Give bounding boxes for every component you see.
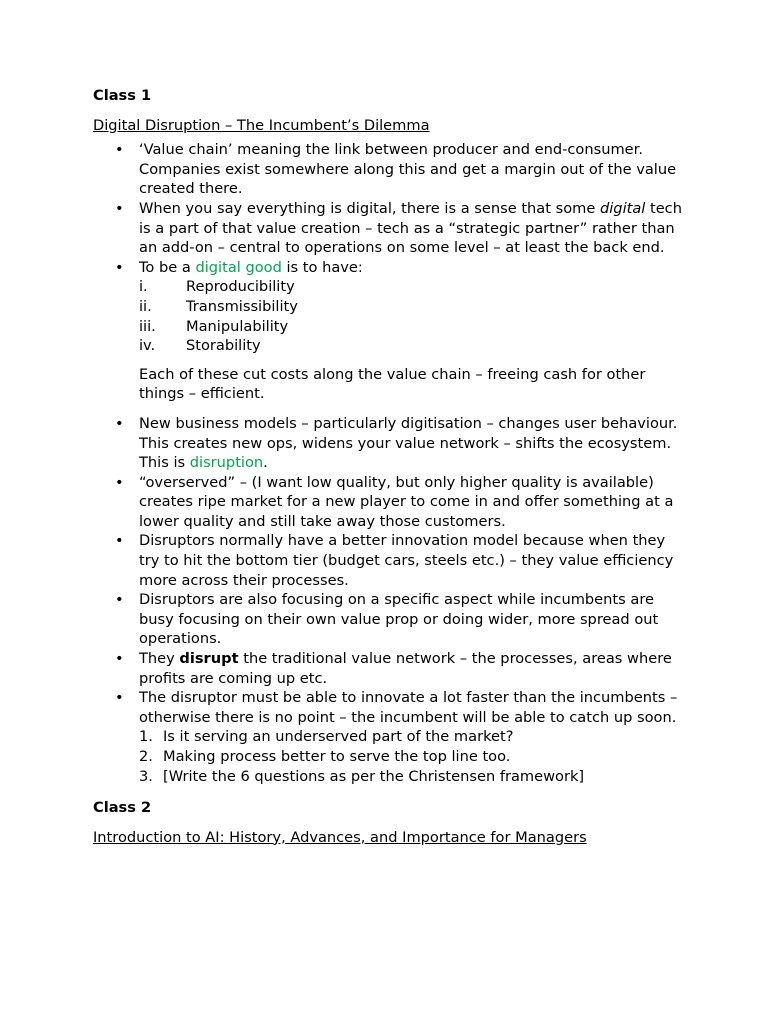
bullet-icon: •	[115, 650, 124, 668]
number-marker: 3.	[139, 767, 153, 785]
bullet-followup-paragraph: Each of these cut costs along the value chain – freeing cash for other things – efficient.	[139, 365, 646, 403]
list-item	[93, 414, 683, 473]
list-item	[93, 688, 683, 786]
roman-text: Reproducibility	[186, 278, 295, 296]
list-item	[93, 473, 683, 532]
numbered-list	[139, 727, 683, 786]
bullet-text-post: tech is a part of that value creation – tech as a “strategic partner” rather than an add-on – central to operations on some level – at least the back end.	[139, 199, 682, 257]
class2-subheading: Introduction to AI: History, Advances, and Importance for Managers	[93, 828, 587, 846]
bullet-text-pre: They	[139, 650, 180, 668]
bullet-icon: •	[115, 591, 124, 609]
numbered-list-item	[139, 727, 683, 747]
numbered-list-item	[139, 747, 683, 767]
bullet-text-post: the traditional value network – the processes, areas where profits are coming up etc.	[139, 650, 672, 687]
bullet-text: Disruptors are also focusing on a specific aspect while incumbents are busy focusing on their own value prop or doing wider, more spread out operations.	[139, 591, 659, 648]
list-item	[93, 258, 683, 404]
bullet-text: Disruptors normally have a better innovation model because when they try to hit the bottom tier (budget cars, steels etc.) – they value efficiency more across their processes.	[139, 532, 674, 589]
roman-marker: iv.	[139, 337, 156, 355]
digital-good-highlight: digital good	[195, 258, 282, 276]
roman-marker: i.	[139, 278, 148, 296]
roman-list-item	[139, 336, 683, 356]
bullet-text-post: .	[263, 454, 268, 472]
roman-list	[93, 277, 683, 355]
bullet-text: The disruptor must be able to innovate a lot faster than the incumbents – otherwise there is no point – the incumbent will be able to catch up soon.	[139, 689, 678, 726]
roman-text: Manipulability	[186, 317, 289, 335]
bullet-text: ‘Value chain’ meaning the link between producer and end-consumer. Companies exist somewhere along this and get a margin out of the value created there.	[139, 141, 677, 198]
bullet-icon: •	[115, 473, 124, 491]
bullet-text-pre: To be a	[139, 258, 196, 276]
bullet-text-bold: disrupt	[179, 650, 239, 668]
bullet-icon: •	[115, 258, 124, 276]
list-item	[93, 140, 683, 199]
roman-list-item	[139, 317, 683, 337]
disruption-highlight: disruption	[189, 454, 264, 472]
roman-marker: iii.	[139, 317, 156, 335]
bullet-icon: •	[115, 689, 124, 707]
bullet-text-emphasis: digital	[599, 199, 646, 217]
roman-text: Storability	[186, 337, 261, 355]
list-item	[93, 531, 683, 590]
class1-heading: Class 1	[93, 87, 152, 104]
bullet-icon: •	[115, 532, 124, 550]
bullet-icon: •	[115, 414, 124, 432]
class1-subheading: Digital Disruption – The Incumbent’s Dilemma	[93, 116, 430, 134]
bullet-icon: •	[115, 141, 124, 159]
list-item	[93, 649, 683, 688]
roman-marker: ii.	[139, 297, 152, 315]
roman-list-item	[139, 297, 683, 317]
numbered-text: Making process better to serve the top line too.	[163, 748, 511, 765]
numbered-text: [Write the 6 questions as per the Christensen framework]	[163, 767, 585, 785]
bullet-text-pre: New business models – particularly digitisation – changes user behaviour. This creates new ops, widens your value network – shifts the ecosystem. This is	[139, 414, 678, 472]
list-item	[93, 199, 683, 258]
numbered-text: Is it serving an underserved part of the market?	[163, 728, 514, 746]
bullet-text: “overserved” – (I want low quality, but only higher quality is available) creates ripe market for a new player to come in and offer something at a lower quality and still take away those customers.	[139, 473, 674, 530]
bullet-icon: •	[115, 199, 124, 217]
number-marker: 1.	[139, 728, 153, 746]
number-marker: 2.	[139, 748, 153, 765]
class1-bullet-list	[93, 140, 683, 786]
numbered-list-item	[139, 767, 683, 787]
roman-text: Transmissibility	[186, 297, 298, 315]
document-page	[93, 86, 683, 847]
roman-list-item	[139, 277, 683, 297]
bullet-text-pre: When you say everything is digital, there is a sense that some	[139, 199, 600, 217]
class2-heading: Class 2	[93, 799, 152, 817]
bullet-text-post: is to have:	[281, 258, 363, 276]
list-item	[93, 590, 683, 649]
